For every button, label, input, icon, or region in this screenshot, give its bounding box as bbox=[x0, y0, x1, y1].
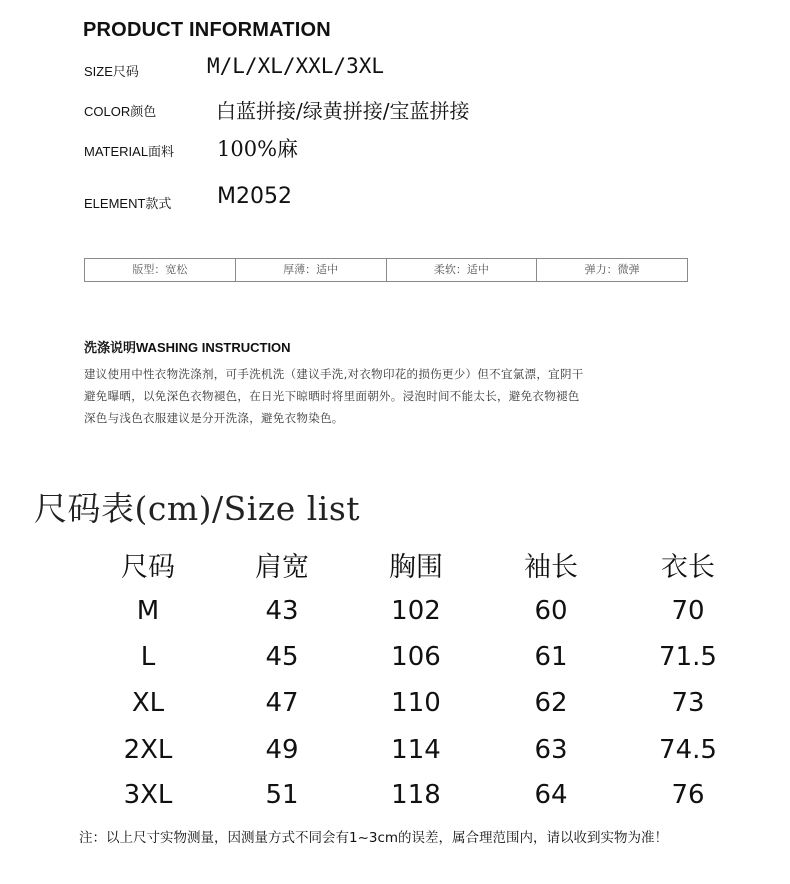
size-value: M/L/XL/XXL/3XL bbox=[207, 54, 385, 78]
table-cell-chest: 102 bbox=[391, 596, 441, 626]
table-cell-shoulder: 49 bbox=[265, 735, 299, 765]
washing-instruction-title: 洗涤说明WASHING INSTRUCTION bbox=[84, 340, 291, 355]
attribute-bar bbox=[84, 258, 688, 282]
color-label: COLOR颜色 bbox=[84, 104, 157, 119]
table-header-shoulder: 肩宽 bbox=[255, 552, 309, 583]
color-value: 白蓝拼接/绿黄拼接/宝蓝拼接 bbox=[216, 99, 470, 123]
washing-line: 深色与浅色衣服建议是分开洗涤，避免衣物染色。 bbox=[84, 411, 344, 425]
washing-line: 建议使用中性衣物洗涤剂，可手洗机洗（建议手洗,对衣物印花的损伤更少）但不宜氯漂，宜阴干 bbox=[84, 367, 584, 381]
attribute-fit: 版型：宽松 bbox=[85, 259, 236, 281]
table-cell-sleeve: 60 bbox=[534, 596, 568, 626]
measurement-note: 注：以上尺寸实物测量，因测量方式不同会有1~3cm的误差，属合理范围内，请以收到实物为准！ bbox=[79, 830, 669, 846]
table-cell-size: 2XL bbox=[123, 735, 173, 765]
attribute-thickness: 厚薄：适中 bbox=[236, 259, 387, 281]
table-cell-size: 3XL bbox=[123, 780, 173, 810]
table-cell-shoulder: 45 bbox=[265, 642, 299, 672]
table-cell-shoulder: 51 bbox=[265, 780, 299, 810]
element-label: ELEMENT款式 bbox=[84, 196, 172, 211]
table-cell-size: XL bbox=[131, 688, 165, 718]
table-header-length: 衣长 bbox=[661, 552, 715, 583]
product-information-title: PRODUCT INFORMATION bbox=[83, 19, 331, 41]
table-cell-shoulder: 43 bbox=[265, 596, 299, 626]
attribute-softness: 柔软：适中 bbox=[387, 259, 538, 281]
washing-line: 避免曝晒，以免深色衣物褪色，在日光下晾晒时将里面朝外。浸泡时间不能太长，避免衣物褪色 bbox=[84, 389, 580, 403]
element-value: M2052 bbox=[217, 184, 292, 209]
table-cell-shoulder: 47 bbox=[265, 688, 299, 718]
size-list-title: 尺码表(cm)/Size list bbox=[34, 489, 361, 528]
material-value: 100%麻 bbox=[217, 137, 299, 161]
table-cell-sleeve: 61 bbox=[534, 642, 568, 672]
table-header-size: 尺码 bbox=[121, 552, 175, 583]
table-cell-chest: 110 bbox=[391, 688, 441, 718]
attribute-elasticity: 弹力：微弹 bbox=[584, 263, 640, 276]
table-cell-length: 71.5 bbox=[659, 642, 717, 672]
table-header-chest: 胸围 bbox=[389, 552, 443, 583]
table-cell-chest: 118 bbox=[391, 780, 441, 810]
table-cell-length: 73 bbox=[671, 688, 705, 718]
table-cell-length: 76 bbox=[671, 780, 705, 810]
material-label: MATERIAL面料 bbox=[84, 144, 175, 159]
table-cell-chest: 106 bbox=[391, 642, 441, 672]
table-cell-size: L bbox=[140, 642, 156, 672]
table-cell-chest: 114 bbox=[391, 735, 441, 765]
table-cell-sleeve: 63 bbox=[534, 735, 568, 765]
table-cell-size: M bbox=[136, 596, 160, 626]
table-cell-length: 74.5 bbox=[659, 735, 717, 765]
table-header-sleeve: 袖长 bbox=[524, 552, 578, 583]
table-cell-sleeve: 64 bbox=[534, 780, 568, 810]
size-label: SIZE尺码 bbox=[84, 64, 139, 79]
table-cell-length: 70 bbox=[671, 596, 705, 626]
table-cell-sleeve: 62 bbox=[534, 688, 568, 718]
